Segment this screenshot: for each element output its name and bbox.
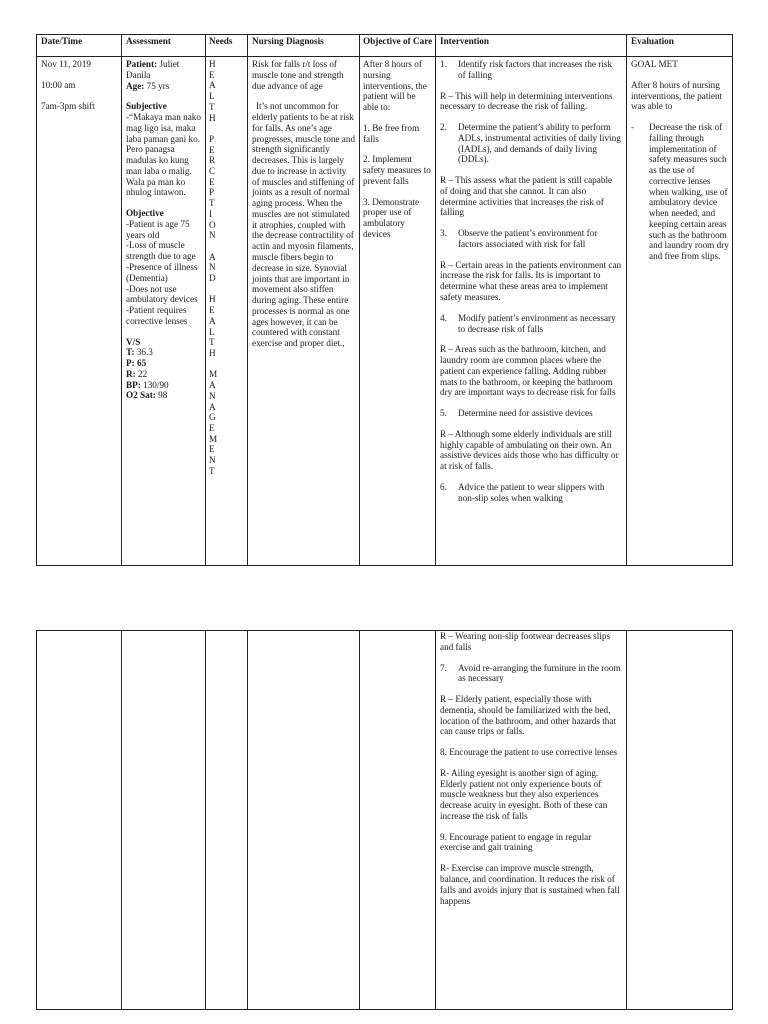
intervention-cell-continued [440,631,622,906]
header-objective: Objective of Care [363,36,433,46]
objective-goal: 1. Be free from falls [363,122,420,144]
needs-letter [209,284,239,295]
intervention-rationale: R – Areas such as the bathroom, kitchen, and laundry room are common places where the patient can experience falling. Adding rubber mats to the bathroom, or keeping the bathroom dry are important ways to decrease risk for falls [440,344,616,398]
needs-letter: H [209,59,216,69]
datetime-cell [41,59,119,111]
diagnosis-rationale: It’s not uncommon for elderly patients to be at risk for falls. As one’s age progresses, muscle tone and strength significantly decreases. This is largely due to increase in activity of muscles and stiffening of joints as a result of normal aging process. When the muscles are not stimulated it atrophies, coupled with the decrease contractility of actin and myosin filaments, muscle fibers begin to decrease in size. Synovial joints that are important in movement also stiffen during aging. These entire processes is normal as one ages however, it can be countered with constant exercise and proper diet., [252,101,356,349]
needs-letter: E [209,422,215,433]
needs-letter: H [209,347,216,358]
needs-letter: T [209,101,215,112]
intervention-rationale: R – Although some elderly individuals are still highly capable of ambulating on their own. An assistive devices aids those who has difficulty or at risk of falls. [440,428,619,472]
intervention-number: 3. [440,228,447,239]
shift: 7am-3pm shift [41,100,95,111]
subjective-text: -“Makaya man nako mag ligo isa, maka laba paman gani ko. Pero panagsa madulas ko kung man laba o malig. Wala pa man ko nhulog intawon. [126,112,201,198]
age-label: Age: [126,80,145,91]
intervention-item [440,482,622,504]
header-needs: Needs [209,36,233,46]
patient-name: Juliet Danila [126,59,180,80]
vital-value: 36.3 [136,347,153,358]
diagnosis-statement: Risk for falls r/t loss of muscle tone and strength due advance of age [252,59,344,91]
objective-goal: 3. Demonstrate proper use of ambulatory devices [363,196,420,239]
objective-heading: Objective [126,208,164,219]
intervention-rationale: R – Elderly patient, especially those with dementia, should be familiarized with the bed, location of the bathroom, and other hazards that can cause trips or falls. [440,694,617,737]
intervention-text: Modify patient’s environment as necessary to decrease risk of falls [458,312,616,334]
needs-letter: T [209,337,215,348]
patient-label: Patient: [126,59,158,69]
objective-intro: After 8 hours of nursing interventions, the patient will be able to: [363,59,427,113]
header-datetime: Date/Time [41,36,83,46]
needs-letter [209,241,239,252]
needs-letter: T [209,198,215,209]
vital-label: R: [126,368,136,379]
date: Nov 11, 2019 [41,59,91,69]
intervention-text: Observe the patient’s environment for factors associated with risk for fall [458,228,598,249]
intervention-text: Avoid re-arranging the furniture in the room as necessary [458,662,621,684]
intervention-rationale: 9. Encourage patient to engage in regular exercise and gait training [440,831,592,853]
objective-item: -Patient requires corrective lenses [126,305,188,326]
needs-letter: G [209,412,216,423]
intervention-item [440,122,622,165]
needs-letter: C [209,166,216,177]
intervention-cell [440,59,622,504]
objective-item: -Presence of illness (Dementia) [126,262,198,283]
needs-letter: M [209,433,218,444]
needs-letter: A [209,80,216,91]
needs-letter: E [209,305,215,316]
needs-letter: H [209,294,216,305]
intervention-item [440,313,622,335]
intervention-rationale: R – Certain areas in the patients environment can increase the risk for falls. Its is important to determine what these areas area to implement safety measures. [440,259,622,303]
subjective-heading: Subjective [126,101,167,112]
intervention-rationale: 8. Encourage the patient to use corrective lenses [440,747,618,758]
intervention-number: 5. [440,408,447,419]
intervention-text: Advice the patient to wear slippers with non-slip soles when walking [458,481,605,503]
intervention-text: Identify risk factors that increases the risk of falling [458,59,613,80]
vital-value: 98 [158,390,168,401]
needs-letter: N [209,390,216,401]
needs-letter: M [209,369,218,380]
care-plan-table-page2 [36,630,733,1010]
needs-letter: A [209,251,216,262]
vital-label: BP: [126,379,141,390]
intervention-number: 4. [440,312,447,323]
needs-letter: A [209,315,216,326]
care-plan-table-page1 [36,34,733,566]
needs-letter: L [209,91,215,102]
intervention-item [440,59,622,81]
needs-letter: N [209,455,216,466]
needs-letter: E [209,444,215,455]
vs-heading: V/S [126,336,141,347]
objective-cell [363,59,433,240]
intervention-item [440,408,622,419]
assessment-cell [126,59,204,401]
intervention-rationale: R- Ailing eyesight is another sign of aging. Elderly patient not only experience bouts of muscle weakness but they also experiences decrease acuity in eyesight. Both of these can increase the risk of falls [440,767,608,821]
needs-letter [209,359,239,370]
needs-letter: A [209,380,216,391]
needs-letter: P [209,133,215,144]
intervention-text: Determine need for assistive devices [458,408,593,419]
evaluation-intro: After 8 hours of nursing interventions, the patient was able to [631,79,723,112]
needs-letter: T [209,465,215,476]
intervention-text: Determine the patient’s ability to perform ADLs, instrumental activities of daily living (IADLs), and demands of daily living (DDLs). [458,122,621,165]
intervention-rationale: R – This will help in determining interventions necessary to decrease the risk of falling. [440,90,613,112]
objective-item: -Does not use ambulatory devices [126,283,198,305]
intervention-rationale: R – Wearing non-slip footwear decreases slips and falls [440,631,611,652]
needs-letter: E [209,69,215,80]
header-evaluation: Evaluation [631,36,674,46]
diagnosis-cell [252,59,356,349]
needs-letter: O [209,219,216,230]
vital-value: 130/90 [143,379,169,390]
vital-label: T: [126,347,135,358]
needs-letter: A [209,401,216,412]
header-assessment: Assessment [126,36,171,46]
needs-letter: N [209,230,216,241]
intervention-item [440,228,622,250]
needs-letter: L [209,326,215,337]
time: 10:00 am [41,79,76,90]
needs-letter: R [209,155,216,166]
needs-letter: E [209,144,215,155]
intervention-number: 6. [440,481,447,492]
intervention-rationale: R- Exercise can improve muscle strength, balance, and coordination. It reduces the risk of falls and avoids injury that is sustained when fall happens [440,863,620,906]
needs-vertical-text [209,59,239,476]
needs-letter [209,123,239,134]
vital-label: P: [126,358,135,369]
evaluation-cell [631,59,731,262]
vital-label: O2 Sat: [126,390,156,401]
intervention-number: 1. [440,59,447,69]
evaluation-status: GOAL MET [631,59,678,69]
objective-item: -Patient is age 75 years old [126,218,190,240]
needs-letter: E [209,176,215,187]
objective-goal: 2. Implement safety measures to prevent falls [363,154,431,186]
objective-item: -Loss of muscle strength due to age [126,240,196,262]
needs-letter: P [209,187,215,198]
evaluation-item: - Decrease the risk of falling through implementation of safety measures such as the use of corrective lenses when walking, use of ambulatory device when needed, and keeping certain areas such as the bathroom and laundry room dry and free from slips. [631,122,731,262]
header-intervention: Intervention [440,36,489,46]
intervention-item [440,663,622,685]
needs-letter: N [209,262,216,273]
intervention-number: 2. [440,122,447,133]
needs-letter: H [209,112,216,123]
evaluation-item-text: Decrease the risk of falling through implementation of safety measures such as the use of corrective lenses when walking, use of ambulatory device when needed, and keeping certain areas such as the bathroom and laundry room dry and free from slips. [649,122,729,262]
header-diagnosis: Nursing Diagnosis [252,36,324,46]
needs-letter: D [209,273,216,284]
intervention-rationale: R – This assess what the patient is still capable of doing and that she cannot. It can also determine activities that increases the risk of falling [440,175,613,218]
intervention-number: 7. [440,662,447,673]
vital-value: 22 [138,368,148,379]
needs-letter: I [209,208,213,219]
vital-value: 65 [136,358,147,369]
age-value: 75 yrs [146,80,170,91]
